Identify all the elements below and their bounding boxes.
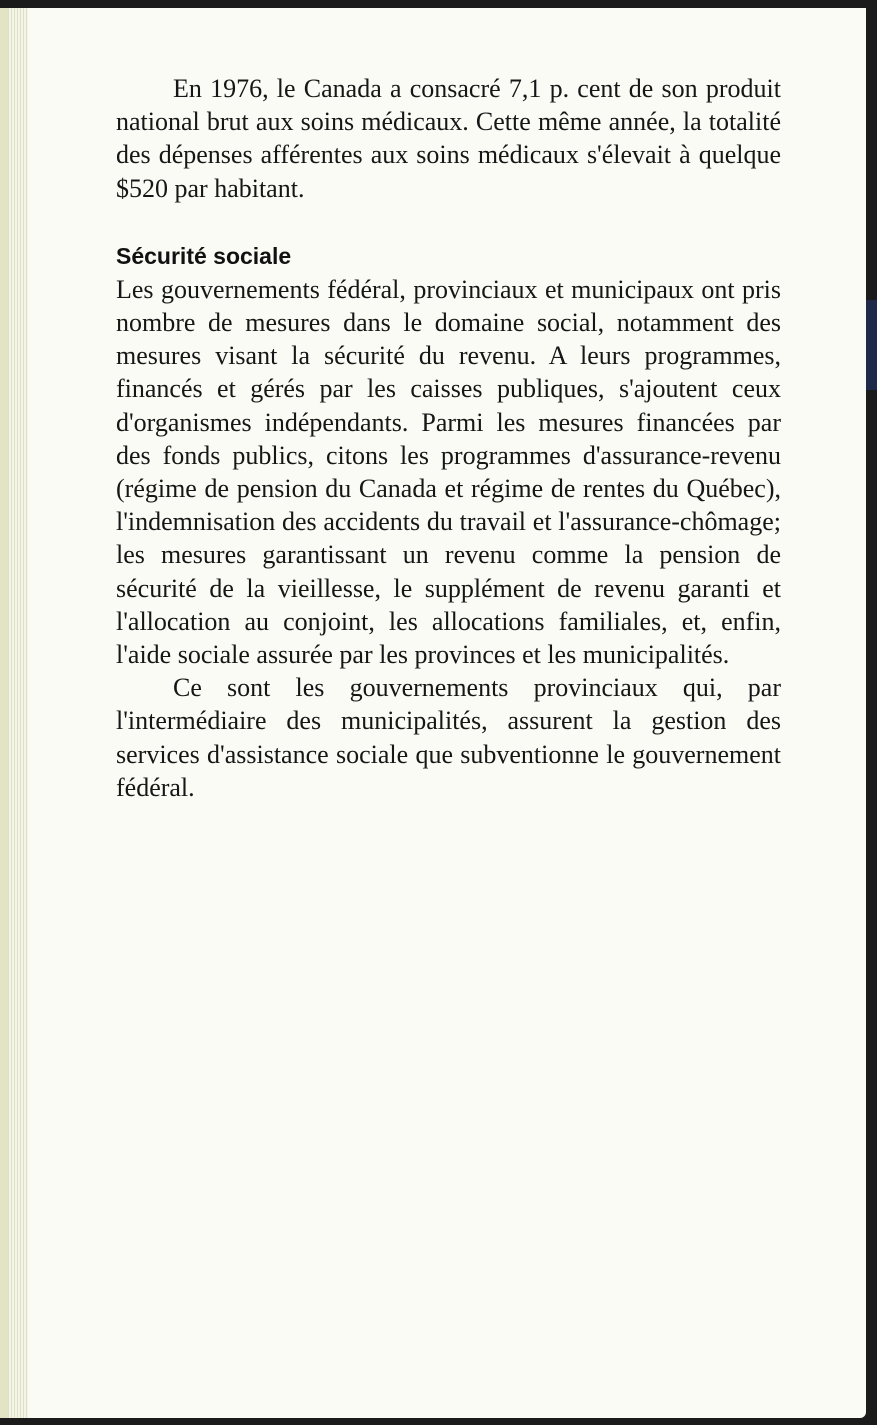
section-paragraph-2: Ce sont les gouvernements provinciaux qui, par l'intermédiaire des municipalités, assurent la gestion des services d'assistance sociale que subventionne le gouvernement fédéral.	[116, 673, 781, 802]
intro-paragraph: En 1976, le Canada a consacré 7,1 p. cent de son produit national brut aux soins médicaux. Cette même année, la totalité des dépenses afférentes aux soins médicaux s'élevait à quelque $520 par habitant.	[116, 74, 781, 203]
body-text	[116, 72, 781, 804]
section-heading: Sécurité sociale	[116, 242, 292, 269]
section-paragraph-1: Les gouvernements fédéral, provinciaux et municipaux ont pris nombre de mesures dans le domaine social, notamment des mesures visant la sécurité du revenu. A leurs programmes, financés et gérés par les caisses publiques, s'ajoutent ceux d'organismes indépendants. Parmi les mesures financées par des fonds publics, citons les programmes d'assurance-revenu (régime de pension du Canada et régime de rentes du Québec), l'indemnisation des accidents du travail et l'assurance-chômage; les mesures garantissant un revenu comme la pension de sécurité de la vieillesse, le supplément de revenu garanti et l'allocation au conjoint, les allocations familiales, et, enfin, l'aide sociale assurée par les provinces et les municipalités.	[116, 274, 781, 670]
cover-edge	[866, 300, 877, 390]
spine-shadow	[0, 8, 8, 1418]
